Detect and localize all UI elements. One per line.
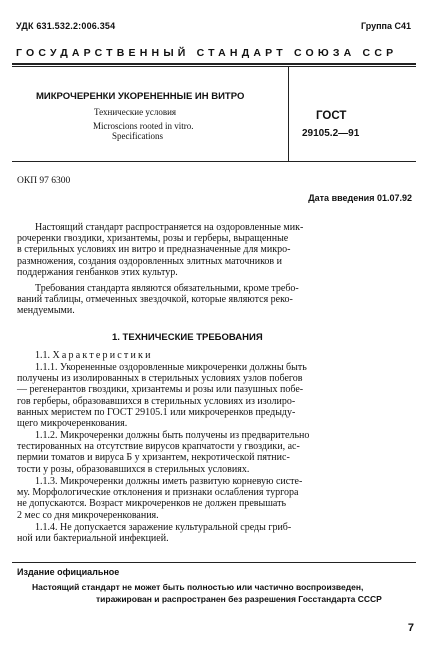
state-standard-heading: ГОСУДАРСТВЕННЫЙ СТАНДАРТ СОЮЗА ССР (16, 47, 398, 59)
section-title: 1. ТЕХНИЧЕСКИЕ ТРЕБОВАНИЯ (112, 332, 263, 343)
header-rule-thick (12, 63, 416, 65)
official-edition-label: Издание официальное (17, 567, 120, 577)
text-line: Настоящий стандарт распространяется на оздоровленные мик- (35, 222, 304, 233)
clause-1-1-1 (17, 362, 413, 429)
copyright-notice-line-1: Настоящий стандарт не может быть полностью или частично воспроизведен, (32, 582, 364, 592)
text-line: пермии томатов и вируса Б у хризантем, некротической пятнис- (17, 452, 290, 464)
text-line: Требования стандарта являются обязательными, кроме требо- (35, 283, 299, 294)
document-subtitle-en: Specifications (112, 131, 163, 141)
text-line: размножения, создания оздоровленных элитных маточников и (17, 255, 282, 267)
text-line: тестированных на отсутствие вирусов крапчатости у гвоздики, ас- (17, 441, 300, 453)
text-line: 2 мес со дня микрочеренкования. (17, 509, 159, 521)
text-line: мендуемыми. (17, 305, 75, 317)
text-line: ваний таблицы, отмеченных звездочкой, которые являются реко- (17, 294, 293, 306)
text-line: — регенерантов гвоздики, хризантемы и розы или пазушных побе- (17, 384, 304, 396)
title-block-bottom-rule (12, 161, 416, 162)
text-line: 1.1.2. Микрочеренки должны быть получены из предварительно (35, 430, 310, 441)
copyright-notice-line-2: тиражирован и распространен без разрешения Госстандарта СССР (96, 594, 382, 604)
group-code: Группа С41 (360, 21, 411, 31)
text-line: 1.1.3. Микрочеренки должны иметь развитую корневую систе- (35, 476, 303, 487)
document-title-en: Microscions rooted in vitro. (93, 121, 194, 131)
okp-code: ОКП 97 6300 (17, 176, 71, 186)
text-line: ванных меристем по ГОСТ 29105.1 или микрочеренков предыду- (17, 406, 296, 418)
udk-code: УДК 631.532.2:006.354 (16, 21, 116, 31)
text-line: щего микрочеренкования. (17, 418, 128, 430)
text-line: в стерильных условиях ин витро и предназначенные для микро- (17, 244, 291, 256)
subheading (35, 350, 153, 361)
footer-rule (12, 562, 416, 563)
header-rule-thin (12, 66, 416, 67)
text-line: му. Морфологические отклонения и признаки ослабления тургора (17, 487, 299, 499)
gost-number: 29105.2—91 (302, 128, 360, 139)
text-line: ной или бактериальной инфекцией. (17, 533, 169, 545)
text-line: тости у розы, образовавшихся в стерильных условиях. (17, 463, 250, 475)
subheading-text: Характеристики (52, 350, 153, 361)
page-number: 7 (407, 622, 414, 634)
text-line: поддержания генбанков этих культур. (17, 266, 178, 278)
intro-paragraph-requirements (17, 283, 413, 317)
document-title-ru: МИКРОЧЕРЕНКИ УКОРЕНЕННЫЕ ИН ВИТРО (36, 91, 245, 102)
text-line: получены из изолированных в стерильных условиях узлов побегов (17, 373, 303, 385)
text-line: гов герберы, образовавшихся в стерильных условиях из изолиро- (17, 395, 296, 407)
text-line: рочеренки гвоздики, хризантемы, розы и герберы, выращенные (17, 233, 289, 245)
intro-paragraph-scope (17, 222, 413, 278)
gost-label: ГОСТ (316, 110, 347, 122)
title-block-divider (288, 66, 289, 161)
clause-1-1-4 (17, 522, 413, 544)
clause-1-1-3 (17, 476, 413, 521)
subheading-number: 1.1. (35, 350, 50, 361)
text-line: 1.1.1. Укорененные оздоровленные микрочеренки должны быть (35, 362, 307, 373)
document-subtitle-ru: Технические условия (94, 107, 177, 117)
introduction-date: Дата введения 01.07.92 (308, 193, 412, 203)
text-line: 1.1.4. Не допускается заражение культуральной среды гриб- (35, 522, 292, 533)
text-line: не допускаются. Возраст микрочеренков не должен превышать (17, 498, 287, 510)
clause-1-1-2 (17, 430, 413, 475)
